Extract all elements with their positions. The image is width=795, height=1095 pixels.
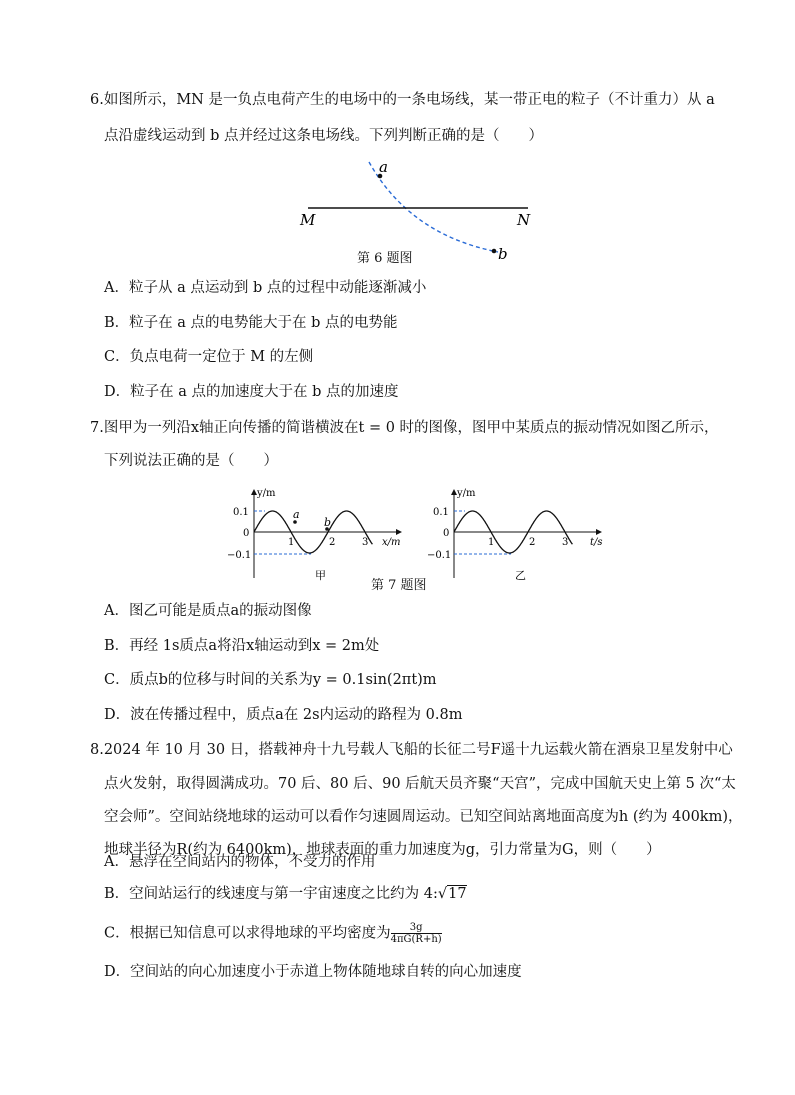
q7-option-d: D．波在传播过程中，质点a在 2s内运动的路程为 0.8m [104, 707, 463, 723]
label-b: b [324, 516, 332, 529]
q8-option-c [104, 922, 442, 945]
label-M: M [300, 211, 316, 229]
label-b: b [498, 245, 508, 263]
y-axis-label: y/m [257, 488, 276, 499]
density-fraction [391, 922, 442, 945]
q6-option-c: C．负点电荷一定位于 M 的左侧 [104, 349, 314, 365]
q7-stem-line1: 7.图甲为一列沿x轴正向传播的简谐横波在t = 0 时的图像，图甲中某质点的振动情况如图乙所示， [90, 420, 719, 436]
q6-stem-line1: 6.如图所示，MN 是一负点电荷产生的电场中的一条电场线，某一带正电的粒子（不计重力）从 a [90, 92, 715, 108]
xtick-3: 3 [362, 537, 369, 548]
q8-option-b [104, 884, 467, 904]
q7-figure-right [425, 482, 610, 587]
ytick-zero: 0 [443, 528, 450, 539]
ytick-top: 0.1 [233, 507, 249, 518]
q8-option-a-text: A．悬浮在空间站内的物体，不受力的作用 [104, 854, 376, 870]
q8-stem-line1: 8.2024 年 10 月 30 日，搭载神舟十九号载人飞船的长征二号F遥十九运载火箭在酒泉卫星发射中心 [90, 742, 733, 758]
label-N: N [517, 211, 531, 229]
label-a: a [379, 158, 388, 176]
ytick-zero: 0 [243, 528, 250, 539]
fraction-numerator: 3g [391, 922, 442, 934]
xtick-2: 2 [329, 537, 336, 548]
q6-option-b: B．粒子在 a 点的电势能大于在 b 点的电势能 [104, 315, 398, 331]
q6-option-d: D．粒子在 a 点的加速度大于在 b 点的加速度 [104, 384, 399, 400]
ytick-bottom: −0.1 [427, 550, 452, 561]
x-axis-label: x/m [382, 537, 401, 548]
q8-option-d [104, 962, 522, 982]
xtick-1: 1 [288, 537, 295, 548]
trajectory-curve [369, 162, 498, 252]
q7-figure-caption: 第 7 题图 [371, 578, 427, 593]
q6-stem-line2: 点沿虚线运动到 b 点并经过这条电场线。下列判断正确的是（ ） [104, 128, 543, 144]
q8-option-b-text: B．空间站运行的线速度与第一宇宙速度之比约为 4: [104, 886, 438, 902]
sqrt-symbol: √ [437, 886, 448, 902]
q8-option-c-text: C．根据已知信息可以求得地球的平均密度为 [104, 925, 391, 942]
ytick-bottom: −0.1 [227, 550, 252, 561]
q7-stem-line2: 下列说法正确的是（ ） [104, 453, 278, 469]
ttick-2: 2 [529, 537, 536, 548]
point-b [492, 249, 497, 254]
figure-name: 甲 [315, 569, 326, 582]
q7-figure-left [225, 482, 410, 587]
y-axis-label: y/m [457, 488, 476, 499]
q6-figure [290, 155, 540, 265]
q7-option-c: C．质点b的位移与时间的关系为y = 0.1sin(2πt)m [104, 672, 437, 688]
q8-stem-line3: 空会师”。空间站绕地球的运动可以看作匀速圆周运动。已知空间站离地面高度为h (约为 400km)， [104, 809, 743, 825]
ttick-3: 3 [562, 537, 569, 548]
fraction-denominator: 4πG(R+h) [390, 934, 442, 945]
sqrt-radicand: 17 [448, 886, 467, 902]
t-axis-label: t/s [590, 537, 603, 548]
ttick-1: 1 [488, 537, 495, 548]
q7-option-b: B．再经 1s质点a将沿x轴运动到x = 2m处 [104, 638, 380, 654]
q8-option-d-text: D．空间站的向心加速度小于赤道上物体随地球自转的向心加速度 [104, 964, 522, 980]
label-a: a [293, 508, 300, 521]
q6-figure-caption: 第 6 题图 [357, 251, 413, 266]
q8-option-a [104, 852, 375, 872]
q6-option-a: A．粒子从 a 点运动到 b 点的过程中动能逐渐减小 [104, 280, 427, 296]
ytick-top: 0.1 [433, 507, 449, 518]
q7-option-a: A．图乙可能是质点a的振动图像 [104, 603, 312, 619]
q8-stem-line2: 点火发射，取得圆满成功。70 后、80 后、90 后航天员齐聚“天宫”，完成中国航天史上第 5 次“太 [104, 776, 736, 792]
figure-name: 乙 [515, 569, 526, 582]
q8-stem-line4: 地球半径为R(约为 6400km)，地球表面的重力加速度为g，引力常量为G，则（ ） [104, 842, 661, 858]
